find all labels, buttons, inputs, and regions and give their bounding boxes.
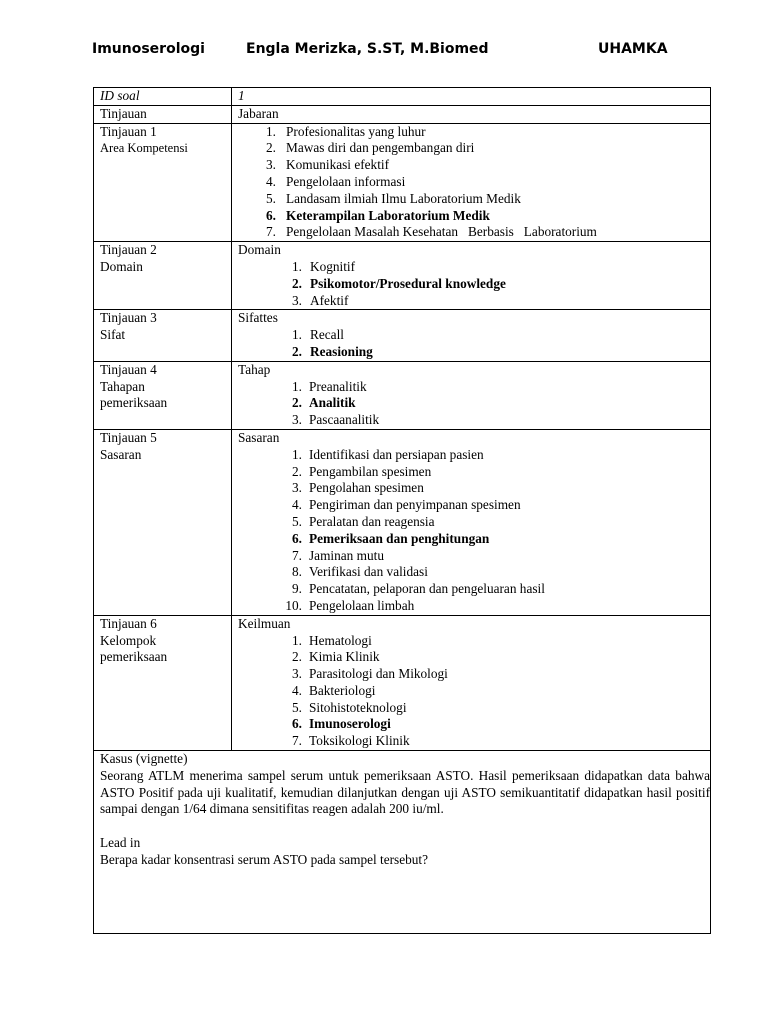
tahap-heading: Tahap bbox=[238, 361, 271, 377]
id-value-text: 1 bbox=[238, 88, 245, 103]
sifat-list bbox=[282, 327, 710, 361]
list-item bbox=[284, 716, 710, 733]
list-item-text: Landasam ilmiah Ilmu Laboratorium Medik bbox=[286, 190, 521, 206]
keilmuan-heading: Keilmuan bbox=[238, 615, 291, 631]
list-item-text: Pencatatan, pelaporan dan pengeluaran hasil bbox=[309, 581, 545, 597]
list-item-text: Pengelolaan informasi bbox=[286, 173, 406, 189]
list-item-number: 2. bbox=[292, 343, 302, 359]
tinjauan-3-label-cell bbox=[94, 310, 232, 361]
list-item bbox=[282, 276, 710, 293]
tinjauan-4-sublabel-2: pemeriksaan bbox=[100, 395, 168, 411]
id-value bbox=[232, 88, 711, 106]
list-item-text: Recall bbox=[310, 327, 344, 343]
tinjauan-1-content bbox=[232, 123, 711, 242]
list-item-number: 1. bbox=[292, 446, 302, 462]
header-author: Engla Merizka, S.ST, M.Biomed bbox=[246, 41, 489, 57]
list-item bbox=[282, 259, 710, 276]
tinjauan-2-row bbox=[94, 242, 711, 310]
list-item-text: Keterampilan Laboratorium Medik bbox=[286, 207, 490, 223]
list-item bbox=[260, 191, 710, 208]
tinjauan-value: Jabaran bbox=[232, 105, 711, 123]
tinjauan-5-label-cell bbox=[94, 429, 232, 615]
list-item-text: Kognitif bbox=[310, 258, 356, 274]
list-item-text: Profesionalitas yang luhur bbox=[286, 123, 426, 139]
list-item-text: Preanalitik bbox=[309, 378, 367, 394]
tinjauan-5-row bbox=[94, 429, 711, 615]
list-item bbox=[260, 174, 710, 191]
list-item-number: 2. bbox=[292, 395, 302, 411]
list-item-number: 1. bbox=[266, 123, 276, 139]
list-item bbox=[284, 700, 710, 717]
list-item-text: Identifikasi dan persiapan pasien bbox=[309, 446, 484, 462]
list-item bbox=[284, 480, 710, 497]
tinjauan-4-label-cell bbox=[94, 361, 232, 429]
list-item bbox=[284, 531, 710, 548]
list-item-number: 4. bbox=[292, 682, 302, 698]
competency-list bbox=[260, 124, 710, 242]
list-item bbox=[260, 224, 710, 241]
lead-in-question: Berapa kadar konsentrasi serum ASTO pada sampel tersebut? bbox=[100, 852, 429, 868]
list-item-number: 2. bbox=[292, 649, 302, 665]
list-item bbox=[282, 327, 710, 344]
list-item-text: Jaminan mutu bbox=[309, 547, 384, 563]
domain-heading: Domain bbox=[238, 242, 281, 258]
list-item bbox=[284, 581, 710, 598]
tinjauan-1-label-cell bbox=[94, 123, 232, 242]
list-item-number: 7. bbox=[266, 224, 276, 240]
tinjauan-6-row bbox=[94, 615, 711, 750]
list-item-text: Pengelolaan Masalah Kesehatan Berbasis Laboratorium bbox=[286, 224, 597, 240]
list-item-text: Komunikasi efektif bbox=[286, 157, 390, 173]
list-item bbox=[284, 649, 710, 666]
list-item bbox=[260, 157, 710, 174]
list-item bbox=[284, 598, 710, 615]
header-subject: Imunoserologi bbox=[92, 41, 205, 57]
tinjauan-2-label: Tinjauan 2 bbox=[100, 242, 157, 258]
sifat-heading: Sifattes bbox=[238, 310, 278, 326]
list-item-number: 2. bbox=[292, 275, 302, 291]
list-item-text: Pengolahan spesimen bbox=[309, 480, 424, 496]
tinjauan-6-sublabel-2: pemeriksaan bbox=[100, 649, 168, 665]
tinjauan-1-row bbox=[94, 123, 711, 242]
list-item-number: 3. bbox=[292, 666, 302, 682]
list-item bbox=[282, 293, 710, 310]
question-table bbox=[93, 87, 711, 934]
id-label-text: ID soal bbox=[100, 88, 140, 103]
list-item-number: 1. bbox=[292, 632, 302, 648]
kasus-label: Kasus (vignette) bbox=[100, 751, 188, 767]
list-item-number: 6. bbox=[292, 716, 302, 732]
list-item-number: 4. bbox=[266, 173, 276, 189]
list-item-text: Toksikologi Klinik bbox=[309, 733, 410, 749]
keilmuan-list bbox=[284, 633, 710, 751]
id-label bbox=[94, 88, 232, 106]
list-item-number: 7. bbox=[292, 733, 302, 749]
list-item-text: Kimia Klinik bbox=[309, 649, 380, 665]
list-item-text: Reasioning bbox=[310, 343, 373, 359]
list-item bbox=[260, 140, 710, 157]
domain-list bbox=[282, 259, 710, 309]
tinjauan-6-sublabel: Kelompok bbox=[100, 632, 157, 648]
list-item-number: 7. bbox=[292, 547, 302, 563]
list-item-text: Pemeriksaan dan penghitungan bbox=[309, 530, 490, 546]
list-item bbox=[284, 548, 710, 565]
list-item-text: Imunoserologi bbox=[309, 716, 391, 732]
list-item-number: 2. bbox=[266, 140, 276, 156]
kasus-cell bbox=[94, 751, 711, 934]
tinjauan-6-label: Tinjauan 6 bbox=[100, 615, 157, 631]
list-item-number: 3. bbox=[266, 157, 276, 173]
tahap-list bbox=[284, 379, 710, 429]
list-item-text: Pengambilan spesimen bbox=[309, 463, 432, 479]
tinjauan-5-sublabel: Sasaran bbox=[100, 446, 142, 462]
tinjauan-2-sublabel: Domain bbox=[100, 258, 143, 274]
list-item-text: Parasitologi dan Mikologi bbox=[309, 666, 448, 682]
list-item bbox=[260, 208, 710, 225]
tinjauan-4-sublabel: Tahapan bbox=[100, 378, 145, 394]
list-item bbox=[284, 497, 710, 514]
list-item bbox=[284, 514, 710, 531]
list-item-number: 2. bbox=[292, 463, 302, 479]
tinjauan-2-label-cell bbox=[94, 242, 232, 310]
list-item bbox=[284, 447, 710, 464]
tinjauan-label: Tinjauan bbox=[94, 105, 232, 123]
list-item-text: Pengelolaan limbah bbox=[309, 597, 415, 613]
list-item-text: Sitohistoteknologi bbox=[309, 699, 407, 715]
list-item-text: Bakteriologi bbox=[309, 682, 376, 698]
list-item bbox=[284, 412, 710, 429]
list-item-text: Peralatan dan reagensia bbox=[309, 513, 435, 529]
list-item bbox=[284, 733, 710, 750]
tinjauan-3-row bbox=[94, 310, 711, 361]
list-item bbox=[282, 344, 710, 361]
tinjauan-6-label-cell bbox=[94, 615, 232, 750]
list-item bbox=[284, 633, 710, 650]
list-item-text: Afektif bbox=[310, 292, 349, 308]
list-item bbox=[284, 379, 710, 396]
kasus-spacer bbox=[100, 818, 710, 835]
header-institution: UHAMKA bbox=[598, 41, 668, 57]
tinjauan-3-label: Tinjauan 3 bbox=[100, 310, 157, 326]
tinjauan-1-sublabel: Area Kompetensi bbox=[100, 141, 188, 156]
list-item-text: Pascaanalitik bbox=[309, 412, 380, 428]
sasaran-list bbox=[284, 447, 710, 615]
list-item-number: 3. bbox=[292, 412, 302, 428]
kasus-text: Seorang ATLM menerima sampel serum untuk pemeriksaan ASTO. Hasil pemeriksaan didapatkan data bahwa ASTO Positif pada uji kualitatif, kemudian dilanjutkan dengan uji ASTO semikuantitatif didapatkan hasil positif sampai dengan 1/64 dimana sensitifitas reagen adalah 200 iu/ml. bbox=[100, 767, 710, 817]
tinjauan-4-label: Tinjauan 4 bbox=[100, 361, 157, 377]
sasaran-heading: Sasaran bbox=[238, 429, 280, 445]
page-header bbox=[0, 41, 768, 61]
list-item-text: Pengiriman dan penyimpanan spesimen bbox=[309, 497, 521, 513]
list-item bbox=[284, 464, 710, 481]
list-item-number: 3. bbox=[292, 292, 302, 308]
list-item-number: 1. bbox=[292, 378, 302, 394]
list-item-number: 9. bbox=[292, 581, 302, 597]
list-item-number: 4. bbox=[292, 497, 302, 513]
list-item-number: 3. bbox=[292, 480, 302, 496]
tinjauan-4-row bbox=[94, 361, 711, 429]
list-item-text: Verifikasi dan validasi bbox=[309, 564, 428, 580]
id-row bbox=[94, 88, 711, 106]
list-item-number: 5. bbox=[292, 513, 302, 529]
list-item-number: 5. bbox=[266, 190, 276, 206]
list-item-text: Mawas diri dan pengembangan diri bbox=[286, 140, 475, 156]
tinjauan-3-sublabel: Sifat bbox=[100, 327, 126, 343]
list-item bbox=[284, 395, 710, 412]
list-item-text: Psikomotor/Prosedural knowledge bbox=[310, 275, 506, 291]
tinjauan-1-label: Tinjauan 1 bbox=[100, 123, 157, 139]
list-item-number: 1. bbox=[292, 327, 302, 343]
tinjauan-row bbox=[94, 105, 711, 123]
tinjauan-4-content bbox=[232, 361, 711, 429]
tinjauan-2-content bbox=[232, 242, 711, 310]
list-item-text: Analitik bbox=[309, 395, 356, 411]
tinjauan-5-content bbox=[232, 429, 711, 615]
kasus-row bbox=[94, 751, 711, 934]
tinjauan-5-label: Tinjauan 5 bbox=[100, 429, 157, 445]
tinjauan-6-content bbox=[232, 615, 711, 750]
list-item-number: 1. bbox=[292, 258, 302, 274]
tinjauan-3-content bbox=[232, 310, 711, 361]
list-item bbox=[284, 683, 710, 700]
list-item-number: 8. bbox=[292, 564, 302, 580]
list-item-text: Hematologi bbox=[309, 632, 372, 648]
list-item-number: 10. bbox=[285, 597, 302, 613]
list-item-number: 6. bbox=[266, 207, 276, 223]
list-item-number: 5. bbox=[292, 699, 302, 715]
list-item bbox=[260, 124, 710, 141]
list-item bbox=[284, 564, 710, 581]
list-item bbox=[284, 666, 710, 683]
list-item-number: 6. bbox=[292, 530, 302, 546]
lead-in-label: Lead in bbox=[100, 835, 141, 851]
